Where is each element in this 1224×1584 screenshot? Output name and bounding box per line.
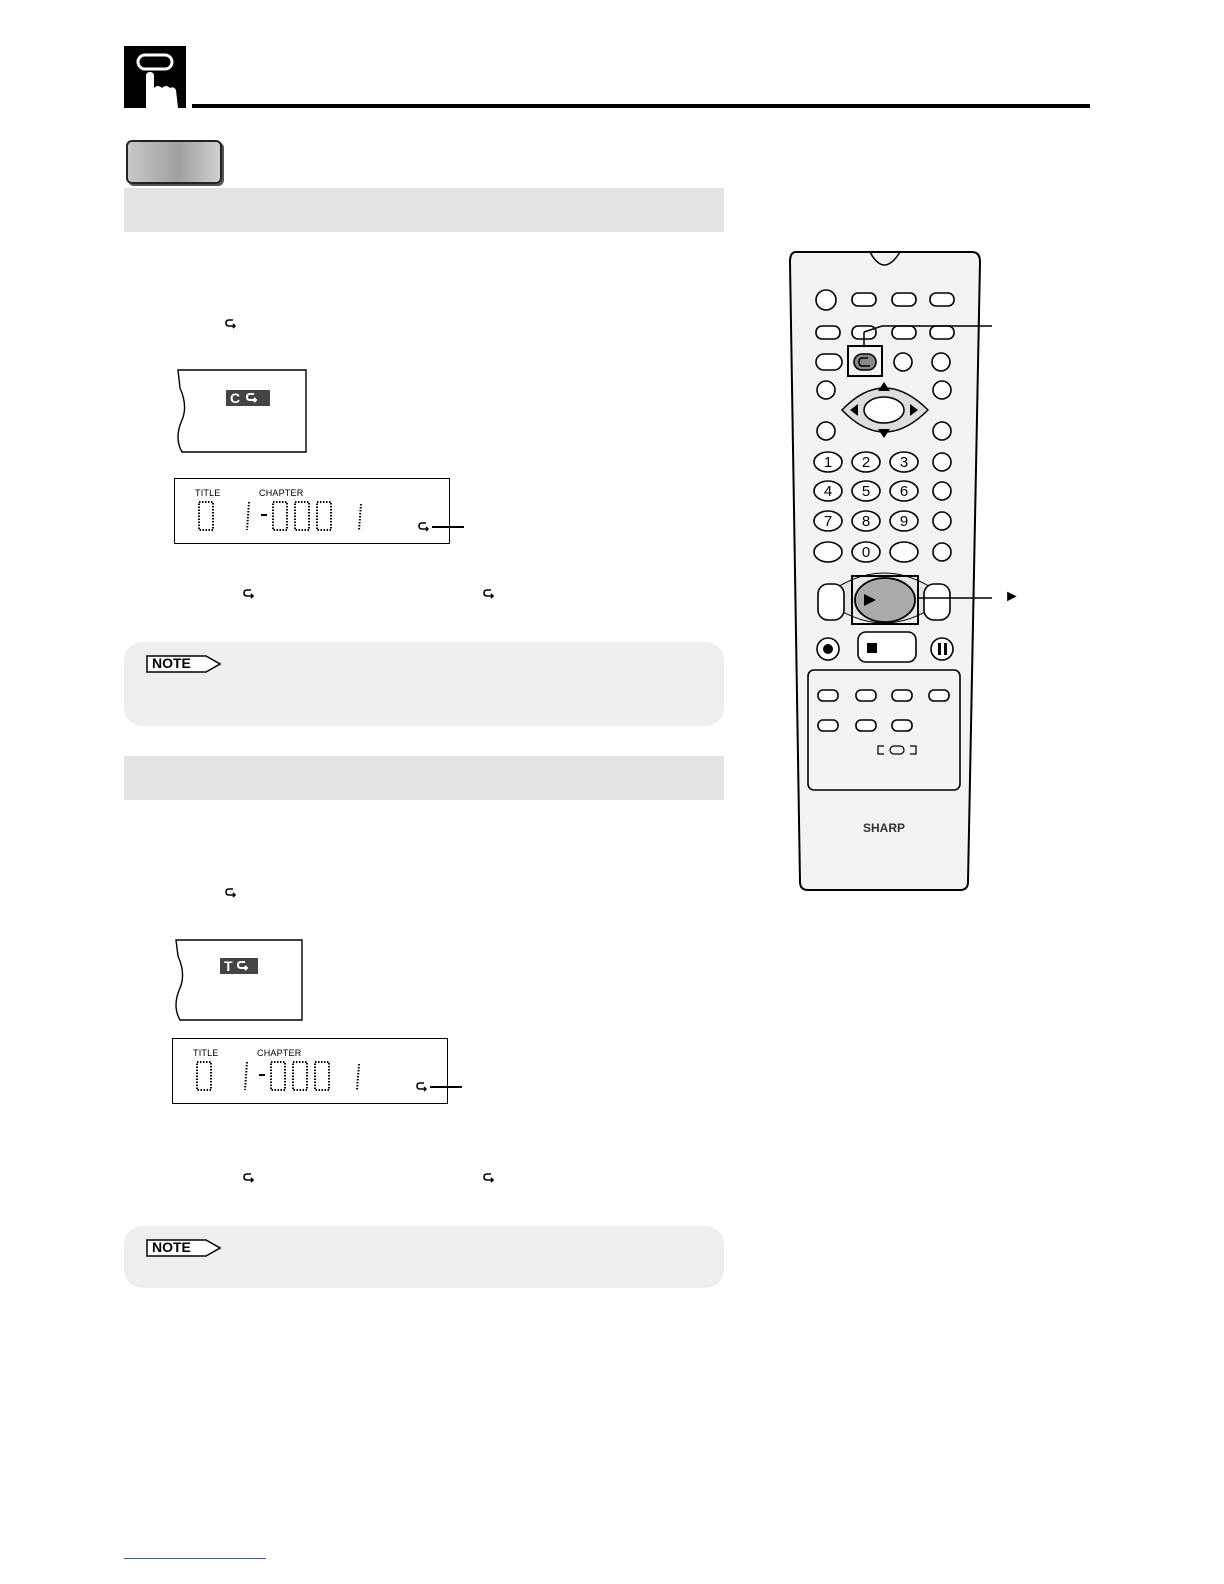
front-panel-display-1 bbox=[174, 478, 450, 544]
keypad-digit: 0 bbox=[861, 544, 871, 561]
keypad-digit: 9 bbox=[899, 513, 909, 530]
keypad-digit: 6 bbox=[899, 483, 909, 500]
keypad-digit: 5 bbox=[861, 483, 871, 500]
keypad-digit: 1 bbox=[823, 454, 833, 471]
note-tag-2 bbox=[146, 1239, 222, 1262]
section-tab bbox=[126, 140, 222, 184]
note-label: NOTE bbox=[152, 1239, 191, 1255]
footer-rule bbox=[124, 1558, 266, 1559]
section1-heading-bar bbox=[124, 188, 724, 232]
note-tag-1 bbox=[146, 655, 222, 678]
osd-badge-2 bbox=[220, 958, 258, 974]
repeat-icon bbox=[224, 317, 238, 336]
keypad-digit: 7 bbox=[823, 513, 833, 530]
on-screen-display-2 bbox=[172, 938, 306, 1024]
on-screen-display-1 bbox=[174, 368, 310, 456]
repeat-icon bbox=[244, 392, 260, 404]
osd-badge-letter: C bbox=[230, 390, 241, 406]
fl-segment-digits bbox=[193, 1059, 393, 1095]
fl-callout-line-1 bbox=[432, 526, 464, 528]
osd-badge-letter: T bbox=[224, 958, 233, 974]
remote-control bbox=[782, 248, 1020, 899]
repeat-indicator-icon bbox=[417, 521, 431, 533]
repeat-icon bbox=[235, 960, 251, 972]
play-callout-label: ► bbox=[1004, 588, 1020, 605]
osd-badge-1 bbox=[226, 390, 270, 406]
keypad-digit: 8 bbox=[861, 513, 871, 530]
keypad-digit: 4 bbox=[823, 483, 833, 500]
fl-callout-line-2 bbox=[430, 1086, 462, 1088]
fl-segment-digits bbox=[195, 499, 395, 535]
repeat-icon bbox=[482, 587, 496, 606]
remote-brand-logo: SHARP bbox=[862, 821, 906, 835]
repeat-icon bbox=[242, 1171, 256, 1190]
header-hand-icon bbox=[124, 46, 186, 108]
keypad-digit: 2 bbox=[861, 454, 871, 471]
note-label: NOTE bbox=[152, 655, 191, 671]
repeat-icon bbox=[224, 886, 238, 905]
fl-chapter-label: CHAPTER bbox=[257, 1048, 302, 1058]
keypad-digit: 3 bbox=[899, 454, 909, 471]
repeat-indicator-icon bbox=[415, 1081, 429, 1093]
fl-chapter-label: CHAPTER bbox=[259, 488, 304, 498]
front-panel-display-2 bbox=[172, 1038, 448, 1104]
repeat-icon bbox=[242, 587, 256, 606]
section2-heading-bar bbox=[124, 756, 724, 800]
repeat-icon bbox=[482, 1171, 496, 1190]
fl-title-label: TITLE bbox=[195, 488, 221, 498]
header-rule bbox=[192, 104, 1090, 108]
fl-title-label: TITLE bbox=[193, 1048, 219, 1058]
